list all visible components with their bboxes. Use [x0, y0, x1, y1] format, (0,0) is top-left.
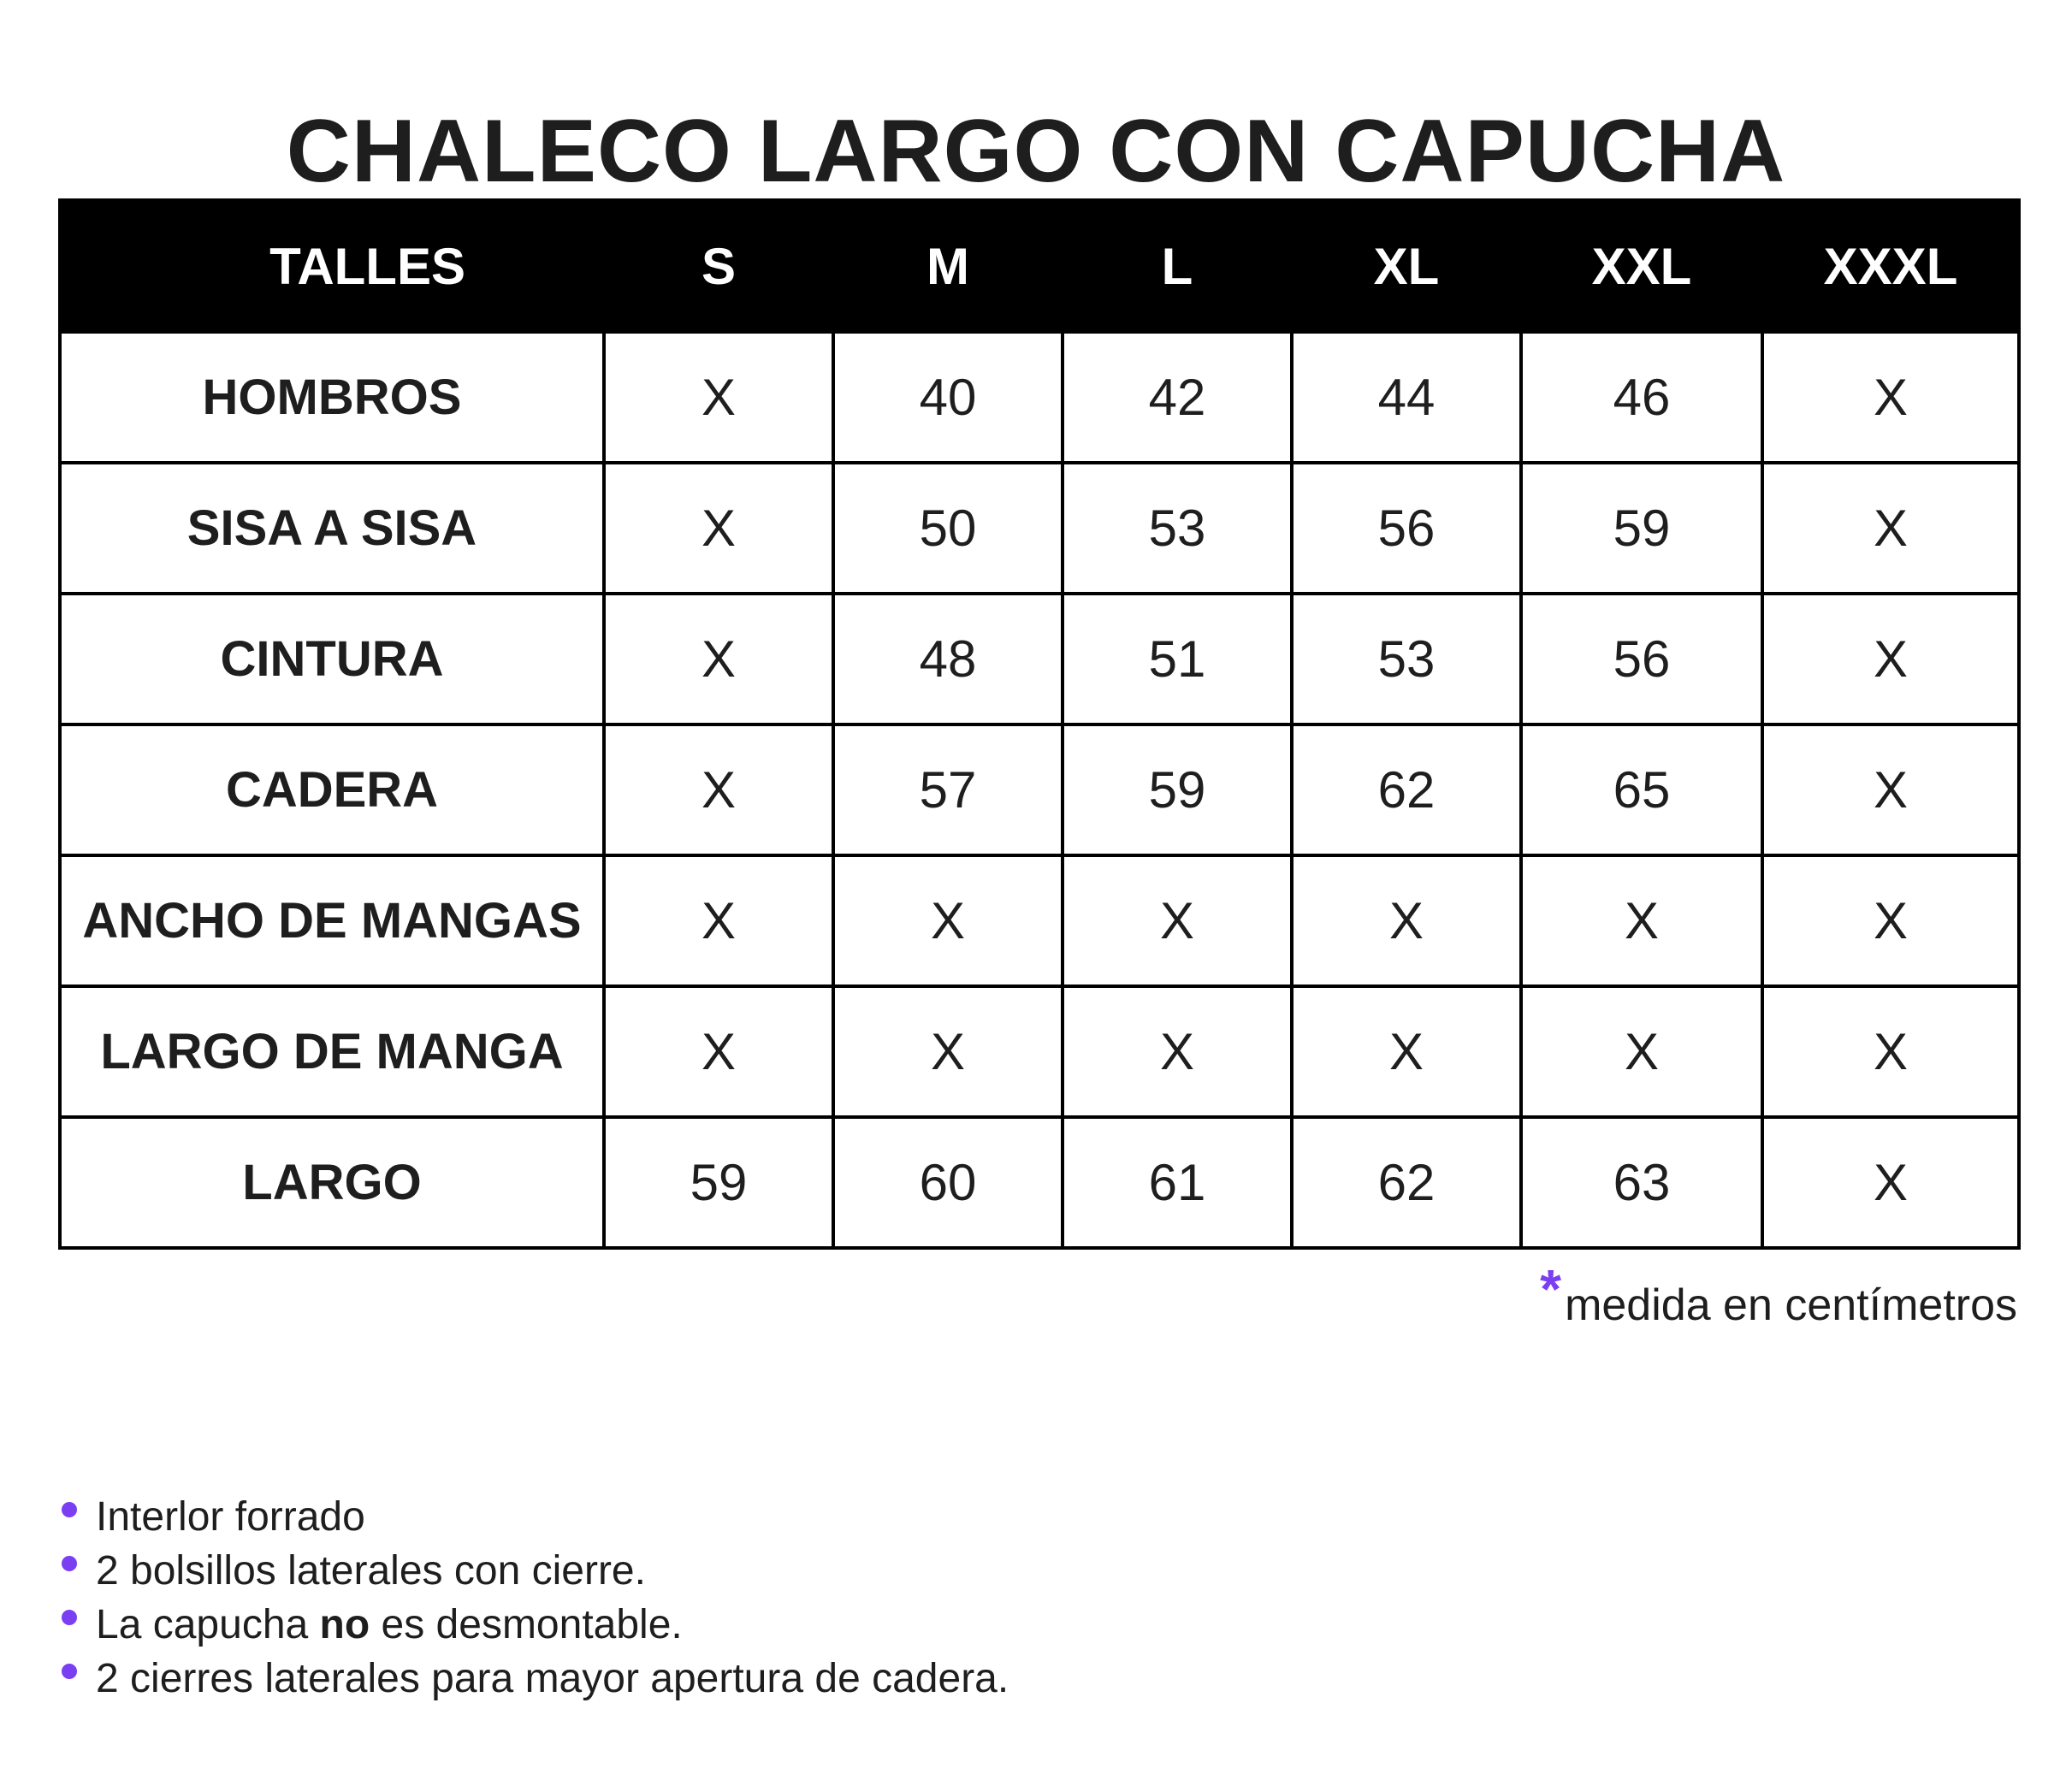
table-cell: X — [1521, 855, 1762, 986]
header-cell-xxxl: XXXL — [1762, 200, 2019, 332]
table-cell: X — [833, 855, 1063, 986]
bullet-icon — [62, 1610, 77, 1625]
page-title: CHALECO LARGO CON CAPUCHA — [286, 101, 1786, 201]
header-cell-talles: TALLES — [60, 200, 604, 332]
table-cell: 63 — [1521, 1117, 1762, 1248]
table-cell: 44 — [1292, 332, 1521, 463]
feature-list — [60, 1490, 1009, 1706]
table-cell: X — [1762, 724, 2019, 855]
table-cell: 57 — [833, 724, 1063, 855]
table-cell: X — [1292, 855, 1521, 986]
size-chart-table — [58, 198, 2021, 1250]
table-cell: X — [1521, 986, 1762, 1117]
table-cell: X — [1063, 986, 1292, 1117]
table-cell: 59 — [1063, 724, 1292, 855]
table-cell: 62 — [1292, 1117, 1521, 1248]
header-cell-m: M — [833, 200, 1063, 332]
list-item — [60, 1544, 1009, 1598]
table-cell: X — [833, 986, 1063, 1117]
row-label: LARGO DE MANGA — [60, 986, 604, 1117]
table-row — [60, 986, 2019, 1117]
bullet-icon — [62, 1556, 77, 1571]
table-cell: X — [604, 986, 833, 1117]
table-cell: X — [1762, 986, 2019, 1117]
feature-text-end: es desmontable. — [370, 1602, 683, 1647]
table-cell: X — [604, 594, 833, 724]
table-cell: 51 — [1063, 594, 1292, 724]
table-cell: 65 — [1521, 724, 1762, 855]
table-cell: X — [1762, 463, 2019, 594]
table-row — [60, 332, 2019, 463]
row-label: ANCHO DE MANGAS — [60, 855, 604, 986]
feature-text: La capucha — [96, 1602, 320, 1647]
table-row — [60, 594, 2019, 724]
table-cell: 40 — [833, 332, 1063, 463]
table-cell: 46 — [1521, 332, 1762, 463]
table-row — [60, 855, 2019, 986]
table-cell: 50 — [833, 463, 1063, 594]
table-cell: X — [604, 332, 833, 463]
table-cell: 60 — [833, 1117, 1063, 1248]
feature-text: Interlor forrado — [96, 1494, 365, 1540]
table-cell: X — [1762, 855, 2019, 986]
table-header-row — [60, 200, 2019, 332]
bullet-icon — [62, 1502, 77, 1517]
list-item — [60, 1598, 1009, 1652]
row-label: LARGO — [60, 1117, 604, 1248]
footnote-text: medida en centímetros — [1565, 1280, 2017, 1330]
table-cell: 59 — [1521, 463, 1762, 594]
table-cell: 56 — [1521, 594, 1762, 724]
table-cell: 61 — [1063, 1117, 1292, 1248]
bullet-icon — [62, 1664, 77, 1679]
row-label: SISA A SISA — [60, 463, 604, 594]
table-cell: X — [604, 855, 833, 986]
header-cell-s: S — [604, 200, 833, 332]
list-item — [60, 1652, 1009, 1706]
row-label: HOMBROS — [60, 332, 604, 463]
table-cell: X — [1762, 594, 2019, 724]
table-cell: 59 — [604, 1117, 833, 1248]
table-cell: X — [1292, 986, 1521, 1117]
feature-text: 2 cierres laterales para mayor apertura de cadera. — [96, 1656, 1009, 1701]
feature-emphasis: no — [319, 1602, 370, 1647]
measurement-footnote — [1540, 1258, 2017, 1333]
table-cell: 42 — [1063, 332, 1292, 463]
table-cell: 62 — [1292, 724, 1521, 855]
table-cell: X — [1063, 855, 1292, 986]
table-cell: X — [604, 463, 833, 594]
row-label: CADERA — [60, 724, 604, 855]
table-row — [60, 1117, 2019, 1248]
table-cell: 48 — [833, 594, 1063, 724]
table-cell: X — [604, 724, 833, 855]
asterisk-icon: * — [1540, 1258, 1562, 1320]
header-cell-xxl: XXL — [1521, 200, 1762, 332]
header-cell-l: L — [1063, 200, 1292, 332]
table-row — [60, 724, 2019, 855]
feature-text: 2 bolsillos laterales con cierre. — [96, 1548, 646, 1594]
table-cell: 56 — [1292, 463, 1521, 594]
row-label: CINTURA — [60, 594, 604, 724]
header-cell-xl: XL — [1292, 200, 1521, 332]
table-cell: 53 — [1063, 463, 1292, 594]
table-cell: 53 — [1292, 594, 1521, 724]
table-cell: X — [1762, 332, 2019, 463]
list-item — [60, 1490, 1009, 1544]
table-cell: X — [1762, 1117, 2019, 1248]
table-row — [60, 463, 2019, 594]
